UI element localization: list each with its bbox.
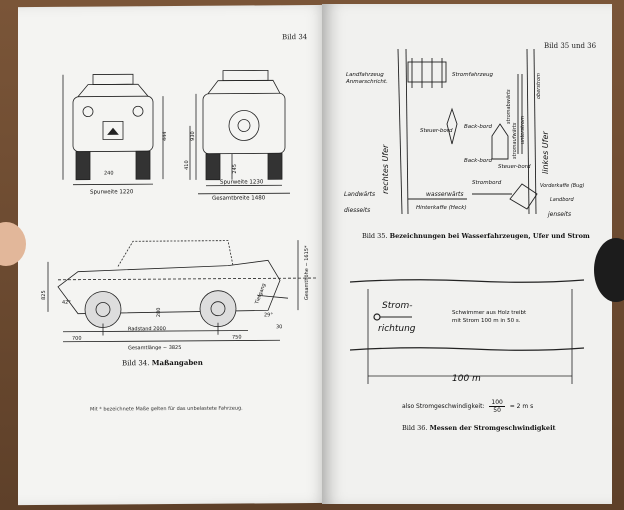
rechtes-ufer-label: rechtes Ufer: [381, 144, 390, 194]
formula-numerator: 100: [491, 399, 503, 406]
hinterkaffe-label: Hinterkaffe (Heck): [416, 205, 467, 211]
fig35-caption: [362, 232, 590, 240]
rear-total-width-label: Gesamtbreite 1480: [212, 195, 266, 202]
stromaufwaerts-label: stromaufwärts: [512, 122, 518, 159]
stromabwaerts-label: stromabwärts: [506, 89, 512, 124]
wasserwaerts-label: wasserwärts: [426, 191, 464, 198]
fig36-number: Bild 36.: [402, 424, 428, 432]
front-height-label: 825: [41, 290, 47, 300]
formula-denominator: 50: [493, 407, 501, 414]
fig35-number: Bild 35.: [362, 232, 388, 240]
fig34-note: Mit * bezeichnete Maße gelten für das unbelastete Fahrzeug.: [90, 405, 243, 413]
landwaerts-label: Landwärts: [344, 191, 376, 198]
rear-clearance-dim-label: 245: [232, 164, 238, 174]
fig34-number: Bild 34.: [122, 359, 150, 368]
rear-overhang-label: 750: [232, 334, 242, 341]
diesseits-label: diesseits: [344, 207, 371, 214]
fig36-current-measurement-diagram: [322, 264, 612, 414]
front-overhang-label: 700: [72, 335, 82, 342]
bottom-dim-label: 30: [276, 324, 283, 331]
float-note-line2: mit Strom 100 m in 50 s.: [452, 318, 521, 324]
distance-label: 100 m: [452, 374, 481, 384]
right-page-header: Bild 35 und 36: [544, 42, 597, 50]
left-page-header: Bild 34: [282, 33, 308, 42]
angle-rear-label: 29°: [264, 312, 273, 319]
fig36-title: Messen der Stromgeschwindigkeit: [429, 424, 556, 432]
total-height-label: Gesamthöhe ~ 1615*: [304, 245, 310, 301]
backbord1-label: Back-bord: [464, 124, 492, 130]
fig36-caption: [402, 424, 556, 432]
side-dim-label: 280: [156, 307, 162, 318]
jenseits-label: jenseits: [548, 211, 572, 218]
left-page: [18, 5, 330, 505]
float-note-line1: Schwimmer aus Holz treibt: [452, 310, 527, 316]
fig34-caption: [122, 358, 203, 368]
unterstrom-label: unterstrom: [520, 116, 526, 144]
formula-prefix: also Stromgeschwindigkeit:: [402, 403, 485, 410]
landbord-label: Landbord: [550, 197, 574, 203]
oberstrom-label: oberstrom: [536, 73, 542, 99]
richtung-label: richtung: [378, 324, 416, 334]
steuerbord1-label: Steuer-bord: [420, 128, 453, 134]
rear-height-label: 930: [190, 131, 196, 141]
fig34-title: Maßangaben: [151, 357, 203, 368]
strom-label: Strom-: [382, 301, 413, 311]
front-clearance-label: 240: [104, 170, 114, 177]
rear-track-label: Spurweite 1230: [220, 179, 264, 186]
strombord-label: Strombord: [472, 180, 502, 186]
backbord2-label: Back-bord: [464, 158, 492, 164]
front-width-dim-label: 444: [162, 131, 168, 142]
vehicle-side-view: [18, 230, 318, 352]
stromfahrzeug-label: Stromfahrzeug: [452, 72, 493, 78]
fig35-river-diagram: [322, 44, 612, 224]
total-length-label: Gesamtlänge ~ 3825: [128, 344, 182, 352]
anmarsch-label: Anmarschricht.: [346, 79, 388, 85]
fig35-title: Bezeichnungen bei Wasserfahrzeugen, Ufer und Strom: [389, 232, 590, 240]
angle-front-label: 42°: [62, 299, 71, 306]
waterline-label: Tiefgang: [254, 282, 268, 306]
landfahrzeug-label: Landfahrzeug: [346, 72, 384, 78]
right-page: [322, 4, 612, 504]
front-track-label: Spurweite 1220: [90, 189, 134, 196]
wheelbase-label: Radstand 2000: [128, 326, 166, 333]
vorderkaffe-label: Vorderkaffe (Bug): [540, 183, 585, 189]
steuerbord2-label: Steuer-bord: [498, 164, 531, 170]
formula-fraction: [489, 399, 504, 414]
formula-result: = 2 m s: [509, 403, 534, 410]
formula: [402, 399, 533, 414]
rear-side-dim-label: 410: [184, 160, 190, 170]
linkes-ufer-label: linkes Ufer: [541, 131, 550, 174]
